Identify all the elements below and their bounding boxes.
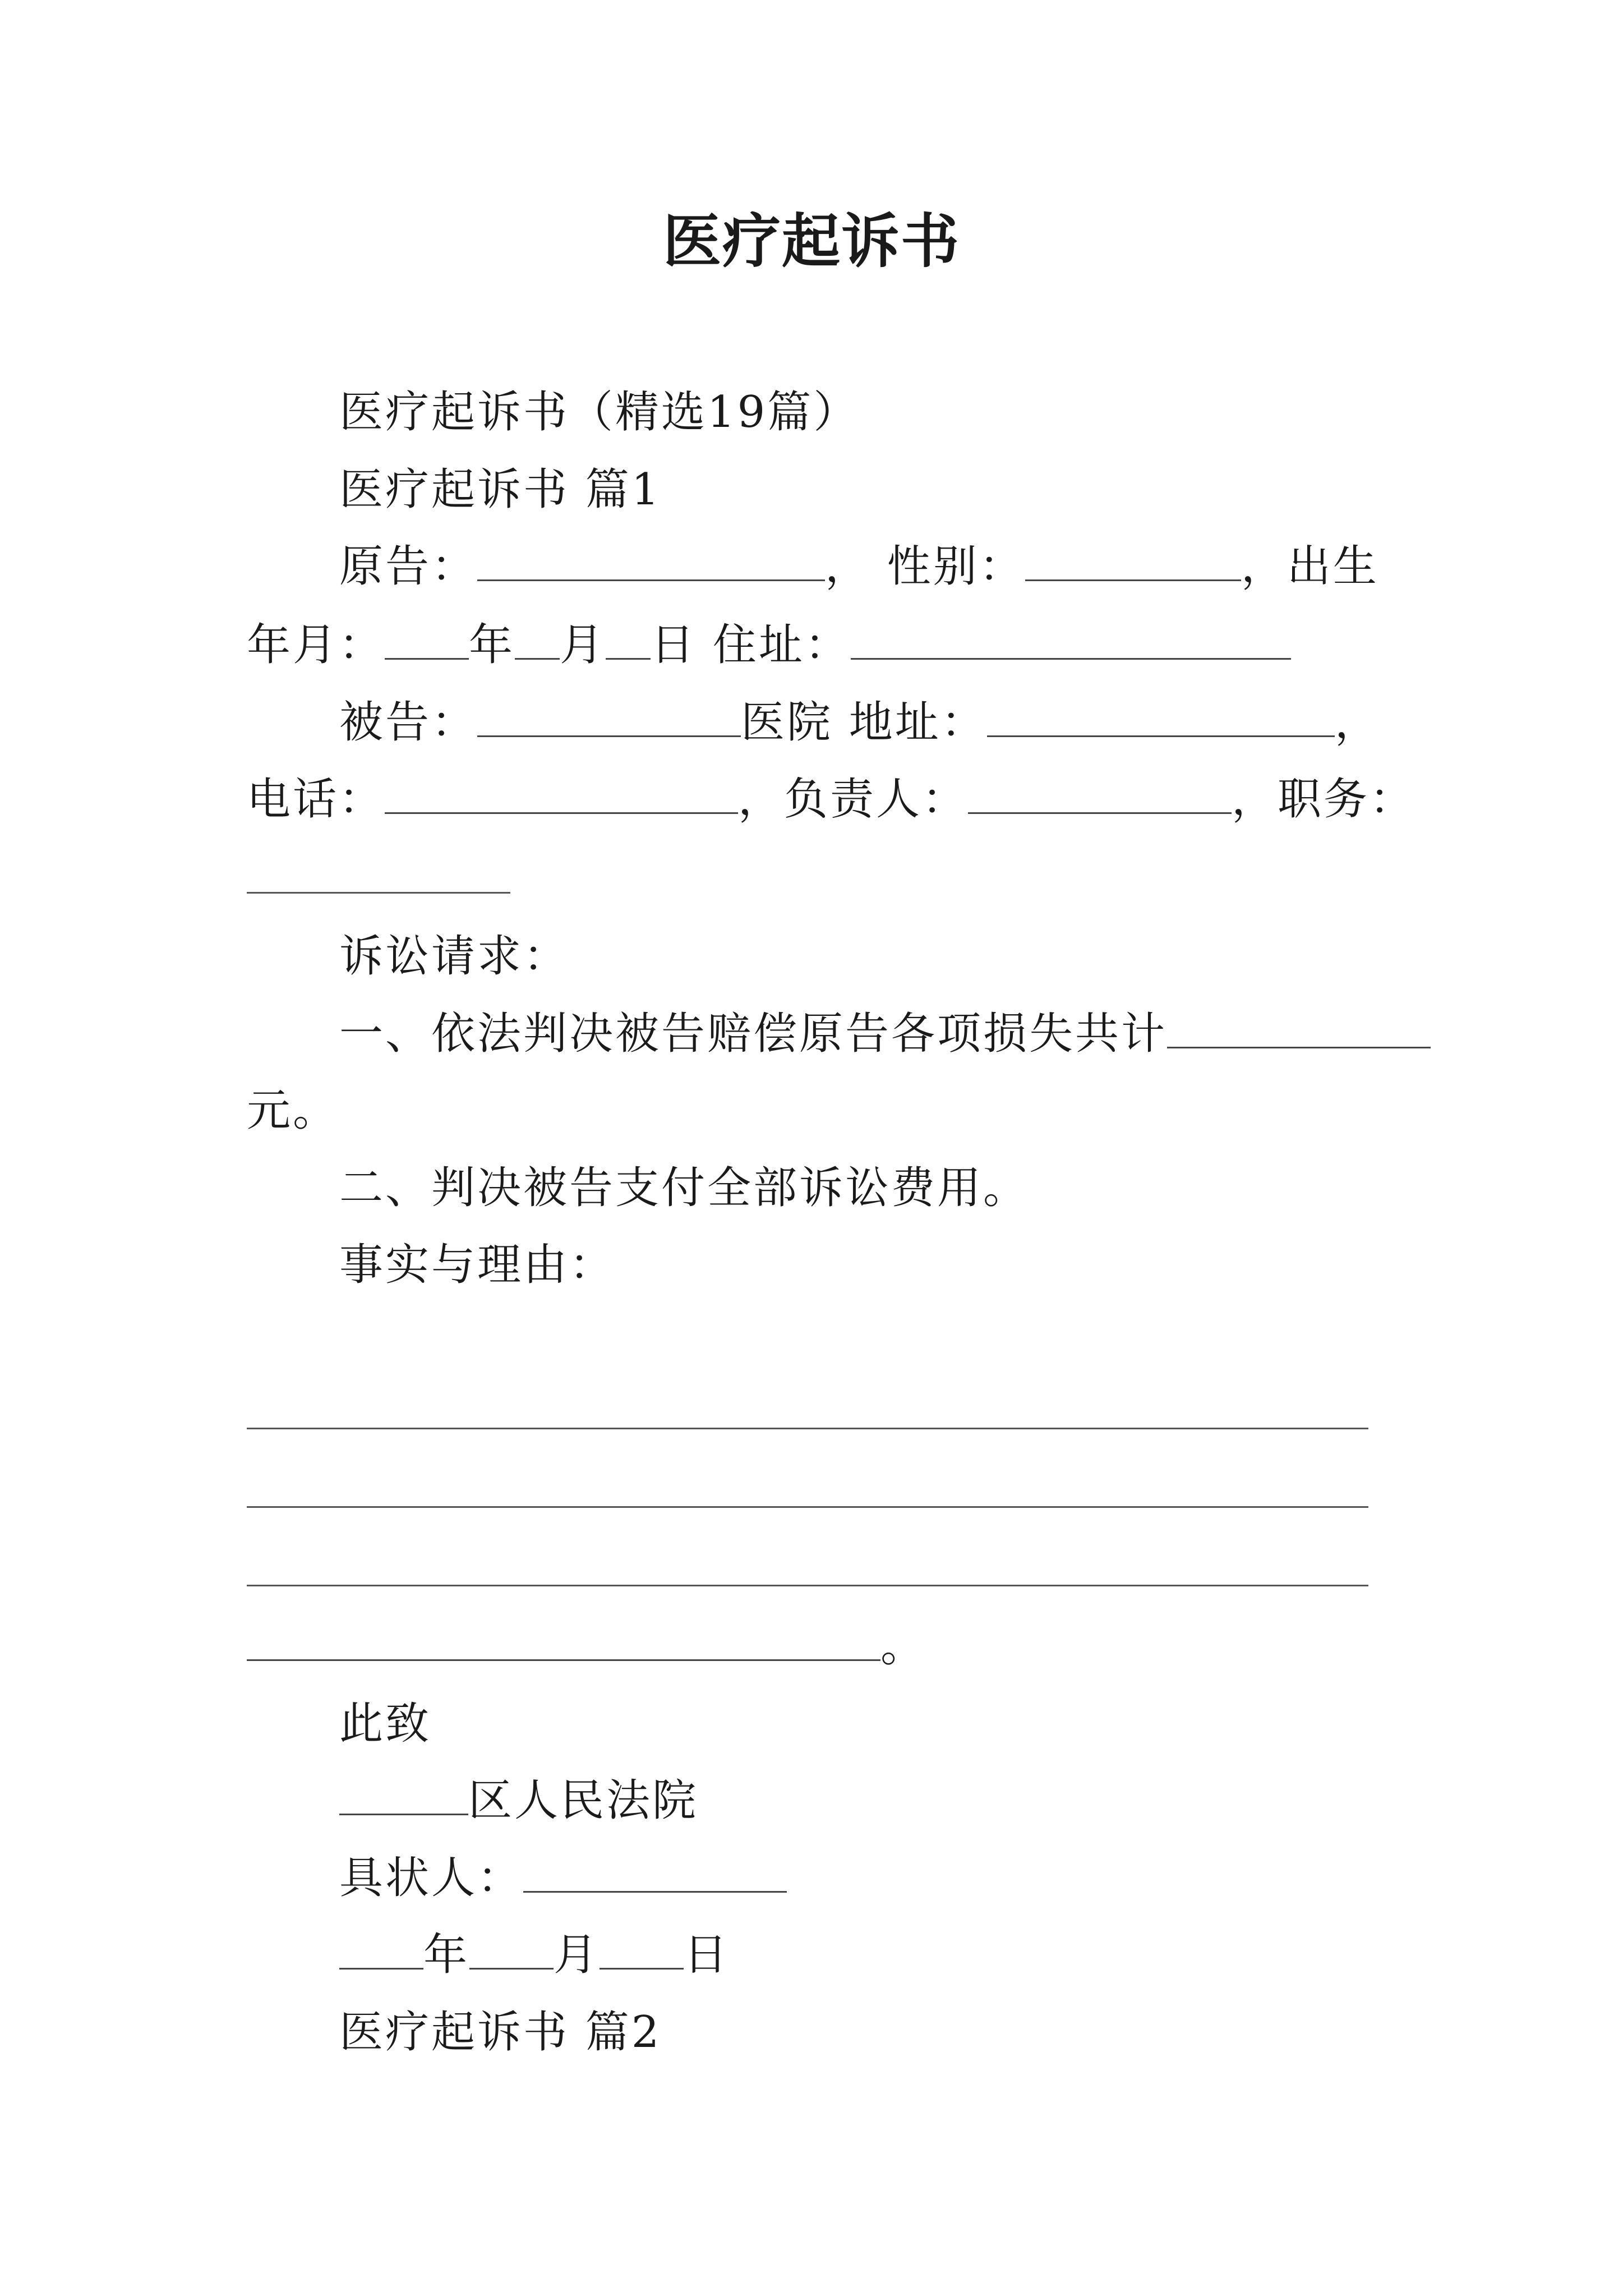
gender-label: ， 性别：: [825, 541, 1025, 592]
signer-label: 具状人：: [339, 1853, 524, 1903]
responsible-label: ，负责人：: [738, 774, 969, 825]
birth-day-field[interactable]: [606, 619, 651, 660]
defendant-name-field[interactable]: [477, 696, 741, 737]
defendant-label: 被告：: [339, 697, 478, 748]
birth-month-label: 月: [560, 620, 606, 670]
signer-line: [339, 1847, 787, 1909]
position-field[interactable]: [247, 892, 510, 894]
facts-line-2[interactable]: [247, 1506, 1368, 1508]
date-day-label: 日: [684, 1930, 730, 1980]
hospital-address-field[interactable]: [987, 696, 1335, 737]
claim-1-line: [339, 1003, 1431, 1065]
birth-address-line: [247, 614, 1291, 676]
address-label: 住址：: [712, 620, 851, 670]
date-year-field[interactable]: [339, 1929, 423, 1970]
facts-line-3[interactable]: [247, 1585, 1368, 1586]
birth-suffix: ，出生: [1241, 541, 1379, 592]
document-subtitle: 医疗起诉书（精选19篇）: [339, 387, 860, 438]
claim-1: 一、依法判决被告赔偿原告各项损失共计: [339, 1009, 1168, 1059]
defendant-line: [339, 692, 1381, 753]
facts-line-4-field[interactable]: [247, 1620, 880, 1661]
facts-end: 。: [880, 1621, 927, 1672]
plaintiff-label: 原告：: [339, 541, 478, 592]
court-label: 区人民法院: [468, 1775, 699, 1826]
date-line: [339, 1924, 730, 1986]
facts-line-1[interactable]: [247, 1428, 1368, 1429]
responsible-field[interactable]: [968, 773, 1232, 814]
date-month-field[interactable]: [469, 1929, 554, 1970]
phone-label: 电话：: [247, 774, 385, 825]
plaintiff-line: [339, 536, 1379, 597]
facts-heading: 事实与理由：: [339, 1240, 616, 1290]
section-heading-2: 医疗起诉书 篇2: [339, 2007, 662, 2058]
date-month-label: 月: [554, 1930, 600, 1980]
birth-day-label: 日: [651, 620, 697, 670]
comma: ，: [1334, 697, 1381, 748]
claim-amount-field[interactable]: [1167, 1007, 1431, 1048]
contact-line: [247, 769, 1415, 830]
closing: 此致: [339, 1699, 432, 1749]
plaintiff-name-field[interactable]: [477, 540, 825, 581]
document-title: 医疗起诉书: [662, 206, 960, 275]
birth-month-field[interactable]: [515, 619, 560, 660]
claim-1-unit: 元。: [247, 1085, 339, 1136]
birth-year-field[interactable]: [385, 619, 469, 660]
signer-field[interactable]: [523, 1852, 787, 1893]
facts-line-4: [247, 1616, 926, 1677]
birth-year-label: 年: [469, 620, 515, 670]
claim-2: 二、判决被告支付全部诉讼费用。: [339, 1163, 1030, 1213]
court-field[interactable]: [339, 1774, 468, 1815]
birth-label: 年月：: [247, 620, 385, 670]
gender-field[interactable]: [1025, 540, 1241, 581]
address-field[interactable]: [851, 619, 1291, 660]
section-heading-1: 医疗起诉书 篇1: [339, 464, 662, 515]
position-label: ，职务：: [1232, 774, 1416, 825]
court-line: [339, 1770, 698, 1832]
hospital-address-label: 医院 地址：: [741, 697, 987, 748]
phone-field[interactable]: [385, 773, 738, 814]
date-year-label: 年: [423, 1930, 470, 1980]
claims-heading: 诉讼请求：: [339, 931, 570, 982]
date-day-field[interactable]: [600, 1929, 684, 1970]
